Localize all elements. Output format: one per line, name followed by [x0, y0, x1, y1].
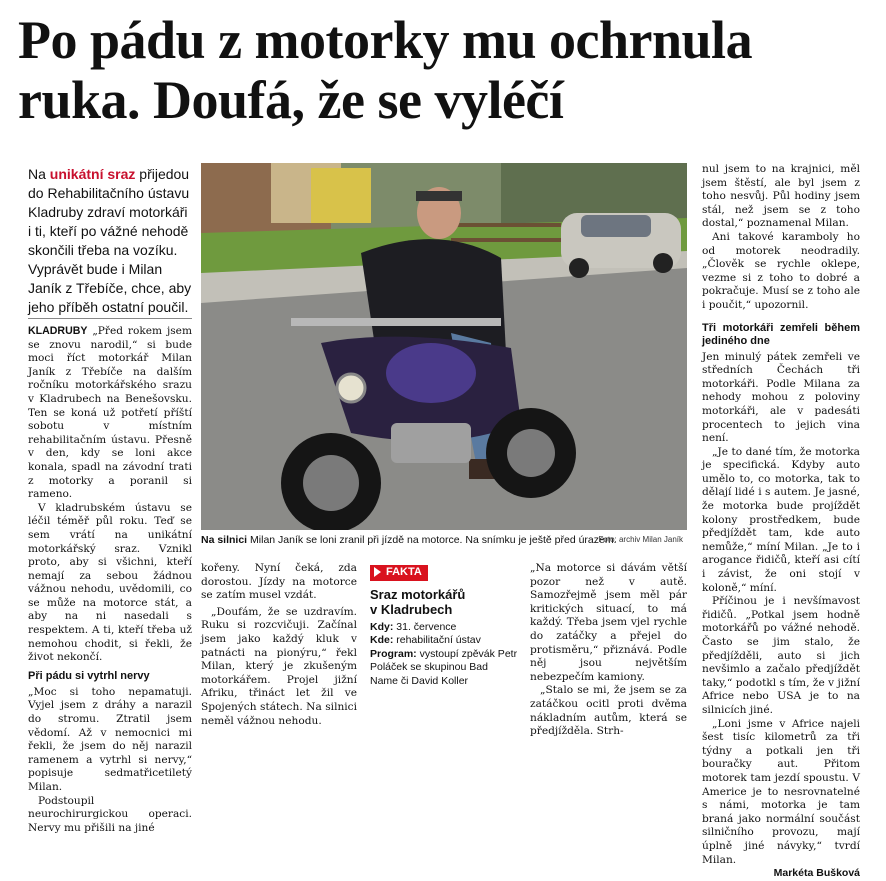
article-column-2 [201, 562, 357, 728]
fakta-label: Kde: [370, 634, 394, 646]
article-column-4 [530, 562, 687, 739]
article-paragraph: „Moc si toho nepamatuji. Vyjel jsem z dráhy a narazil do stromu. Ztratil jsem vědomí. Až v nemocnici mi řekli, že jsem do něj narazil ramenem a vytrhl si nervy,“ popisuje sedmatřicetiletý Milan. [28, 685, 192, 793]
fakta-where [370, 634, 518, 648]
article-paragraph: Ani takové karamboly ho od motorek neodradily. „Člověk se rychle oklepe, vezme si z toho to dobré a pokračuje. Musí se z toho ale i poučit,“ upozornil. [702, 230, 860, 311]
headline: Po pádu z motorky mu ochrnula ruka. Doufá, že se vyléčí [18, 10, 753, 130]
article-paragraph: nul jsem to na krajnici, měl jsem štěstí, ale byl jsem z toho nesvůj. Půl hodiny jsem stál, než jsem se z toho dostal,“ poznamenal Milan. [702, 163, 860, 230]
article-paragraph [28, 325, 192, 502]
article-paragraph: V kladrubském ústavu se léčil téměř půl roku. Teď se sem vrátí na unikátní motorkářský sraz. Vznikl proto, aby si všichni, kteří nemají za sebou žádnou vážnou nehodu, uvědomili, co se může na motorce stát, a aby na ni nasedali s respektem. A ti, kteří třeba už nemohou chodit, si řekli, že život nekončí. [28, 501, 192, 664]
fakta-label: Kdy: [370, 620, 394, 633]
fakta-box [370, 565, 518, 688]
subheading: Při pádu si vytrhl nervy [28, 669, 150, 682]
fakta-when [370, 621, 518, 635]
article-paragraph: Podstoupil neurochirurgickou operaci. Nervy mu přišili na jiné [28, 794, 192, 834]
article-paragraph: kořeny. Nyní čeká, zda dorostou. Jízdy na motorce se zatím musel vzdát. [201, 562, 357, 602]
article-paragraph: Příčinou je i nevšímavost řidičů. „Potkal jsem hodně motorkářů po vážné nehodě. Často se jim stalo, že předjížděli, auto si jich nevšimlo a začalo předjíždět taky,“ podotkl s tím, že v jižní Africe nebo USA je to na silnicích jiné. [702, 595, 860, 716]
fakta-value: 31. července [393, 620, 457, 633]
dateline: KLADRUBY [28, 325, 88, 337]
fakta-value: rehabilitační ústav [393, 634, 481, 646]
motorcycle-photo-illustration [201, 163, 687, 530]
triangle-icon [374, 567, 381, 577]
fakta-title [370, 587, 518, 617]
paragraph-text: „Před rokem jsem se znovu narodil,“ si bude moci říct motorkář Milan Janík z Třebíče na dalším ročníku motorkářského srazu v Kladrubech na Benešovsku. Ten se koná už potřetí příští sobotu v místním rehabilitačním ústavu. Přesně v den, kdy se loni akce konala, spadl na závodní trati z motorky a poranil si rameno. [28, 325, 192, 501]
article-photo [201, 163, 687, 530]
fakta-tag-label: FAKTA [386, 566, 422, 578]
author-byline: Markéta Bušková [773, 867, 860, 880]
article-paragraph: Jen minulý pátek zemřeli ve středních Čechách tři motorkáři. Podle Milana za nehody mohou z poloviny motorkáři, ale v padesáti procentech to jejich vina není. [702, 350, 860, 445]
fakta-value: vystoupí zpěvák Petr Poláček se skupinou Bad Name či David Koller [370, 647, 518, 687]
caption-lead: Na silnici [201, 534, 248, 546]
lead-text-end: přijedou do Rehabilitačního ústavu Kladruby zdraví motorkáři i ti, kteří po vážné nehodě skončili třeba na vozíku. Vyprávět bude i Milan Janík z Třebíče, chce, aby jeho příběh ostatní poučil. [28, 166, 192, 315]
fakta-title-line: v Kladrubech [370, 601, 453, 617]
fakta-program [370, 648, 518, 689]
photo-caption [201, 532, 687, 548]
article-column-1 [28, 325, 192, 835]
fakta-title-line: Sraz motorkářů [370, 586, 466, 602]
lead-paragraph [28, 165, 192, 317]
article-paragraph: „Na motorce si dávám větší pozor než v autě. Samozřejmě jsem měl pár kritických situací, to má každý. Třeba jsem vjel rychle do zatáčky a přejel do protisměru,“ přiznává. Podle něj jsou největším nebezpečím kamiony. [530, 562, 687, 683]
fakta-tag [370, 565, 428, 581]
photo-credit: Foto: archiv Milan Janík [598, 535, 683, 544]
article-paragraph: „Je to dané tím, že motorka je specifická. Kdyby auto umělo to, co motorka, tak to dělají lidé i s autem. Je jasné, že motorka bude projíždět kolony prostředkem, bude předjíždět tam, kde auto nemůže,“ míní Milan. „Je to i arogance řidičů, kteří asi cítí i závist, že oni stojí v koloně,“ míní. [702, 445, 860, 594]
article-paragraph: „Doufám, že se uzdravím. Ruku si rozcvičuji. Začínal jsem jako každý kluk v patnácti na pionýru,“ řekl Milan, který je zkušeným motorkářem. Projel jižní Afriku, třináct let žil ve Spojených státech. Na silnici neměl vážnou nehodu. [201, 605, 357, 727]
lead-divider [28, 318, 192, 319]
subheading: Tři motorkáři zemřeli během jediného dne [702, 321, 860, 347]
lead-highlight: unikátní sraz [49, 166, 136, 182]
caption-text: Milan Janík se loni zranil při jízdě na motorce. Na snímku je ještě před úrazem. [247, 534, 617, 546]
lead-text-start: Na [28, 166, 50, 182]
article-paragraph: „Loni jsme v Africe najeli šest tisíc kilometrů za tři týdny a potkali jen tři bouračky aut. Přitom motorek tam jezdí spoustu. V Americe je to nesrovnatelné s námi, motorka je tam braná jako normální součást silničního provozu, mají úplně jiné návyky,“ tvrdí Milan. [702, 717, 860, 866]
article-column-5 [702, 163, 860, 881]
article-paragraph: „Stalo se mi, že jsem se za zatáčkou ocitl proti dvěma nákladním autům, která se předjížděla. Strh- [530, 684, 687, 738]
fakta-label: Program: [370, 647, 417, 660]
